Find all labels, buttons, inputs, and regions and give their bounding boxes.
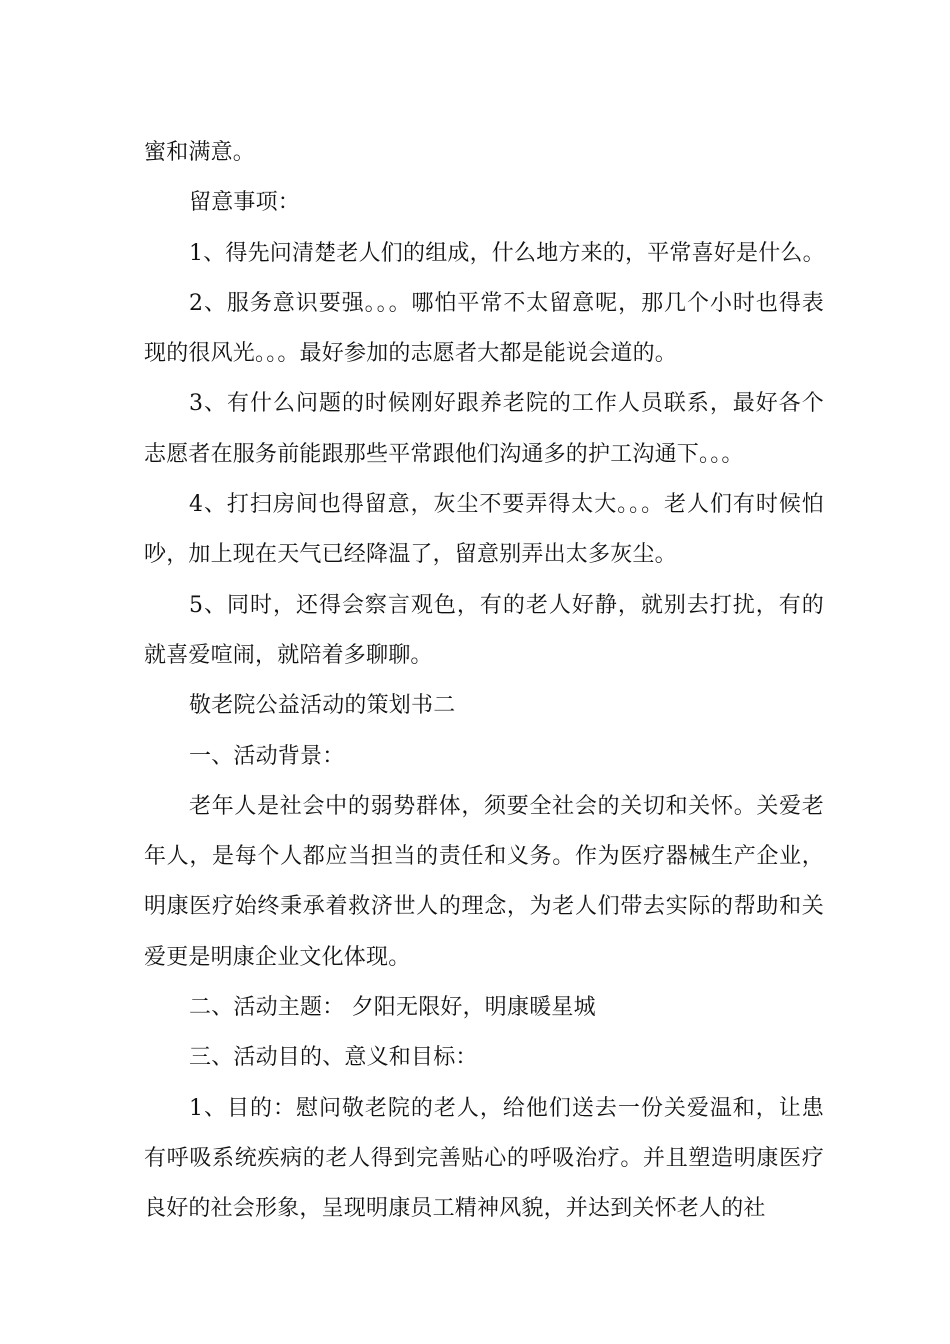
heading-background: 一、活动背景：	[189, 743, 345, 769]
paragraph-note-2: 2、服务意识要强。。。哪怕平常不太留意呢，那几个小时也得表现的很风光。。。最好参加的志愿者大都是能说会道的。	[144, 290, 824, 367]
section-title: 敬老院公益活动的策划书二	[189, 693, 456, 719]
heading-theme: 二、活动主题： 夕阳无限好，明康暖星城	[189, 995, 596, 1021]
paragraph-note-3: 3、有什么问题的时候刚好跟养老院的工作人员联系，最好各个志愿者在服务前能跟那些平常跟他们沟通多的护工沟通下。。。	[144, 391, 824, 467]
paragraph-note-4: 4、打扫房间也得留意，灰尘不要弄得太大。。。老人们有时候怕吵，加上现在天气已经降温了，留意别弄出太多灰尘。	[144, 492, 824, 568]
paragraph-note-5: 5、同时，还得会察言观色，有的老人好静，就别去打扰，有的就喜爱喧闹，就陪着多聊聊。	[144, 592, 824, 668]
paragraph-purpose-1: 1、目的：慰问敬老院的老人，给他们送去一份关爱温和，让患有呼吸系统疾病的老人得到完善贴心的呼吸治疗。并且塑造明康医疗良好的社会形象，呈现明康员工精神风貌，并达到关怀老人的社	[144, 1095, 824, 1222]
heading-purpose: 三、活动目的、意义和目标：	[189, 1045, 478, 1071]
paragraph-note-1: 1、得先问清楚老人们的组成，什么地方来的，平常喜好是什么。	[189, 240, 825, 266]
paragraph-background: 老年人是社会中的弱势群体，须要全社会的关切和关怀。关爱老年人，是每个人都应当担当的责任和义务。作为医疗器械生产企业，明康医疗始终秉承着救济世人的理念，为老人们带去实际的帮助和关爱更是明康企业文化体现。	[144, 793, 824, 970]
paragraph-notes-heading: 留意事项：	[189, 190, 301, 216]
document-body	[144, 128, 824, 1235]
paragraph-continuation: 蜜和满意。	[144, 140, 256, 165]
